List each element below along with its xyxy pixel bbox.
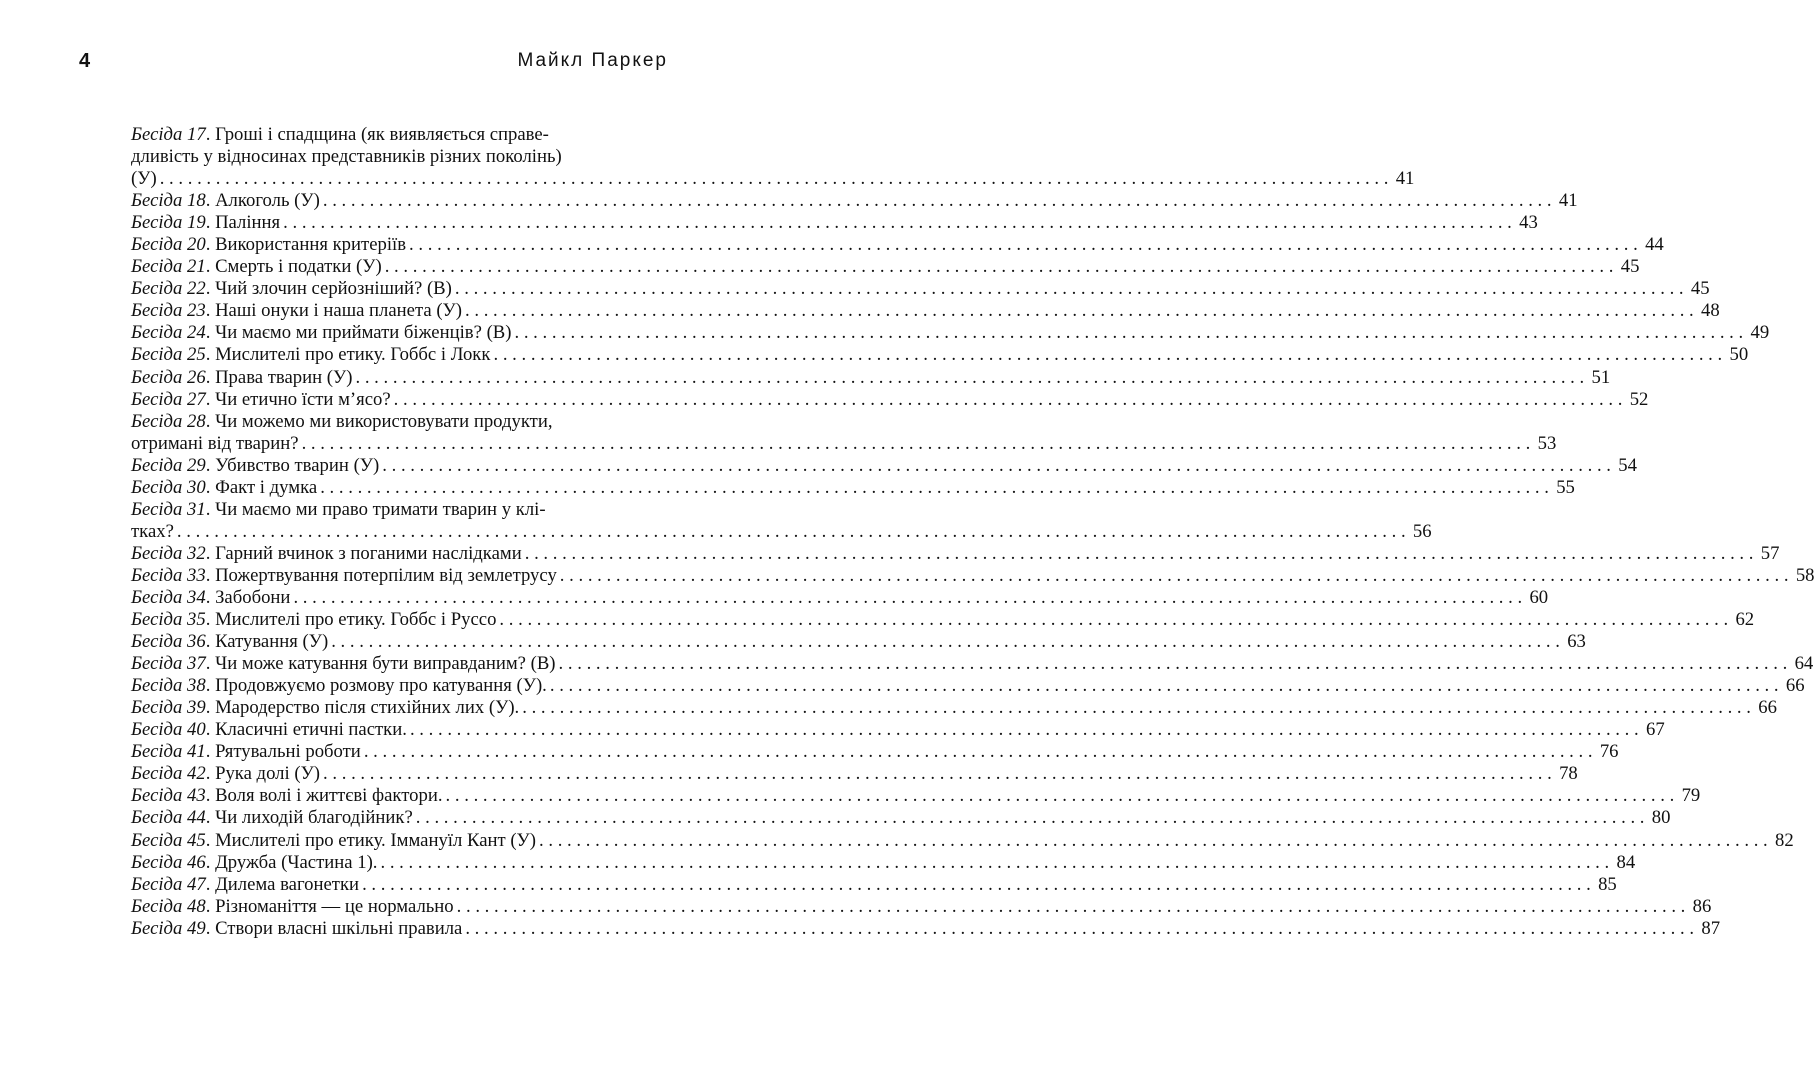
dot-leader [385,256,1614,278]
toc-entry-title: Чи маємо ми приймати біженців? (В) [215,322,512,344]
toc-entry [131,212,1538,234]
toc-line [131,807,1671,829]
toc-page-number: 52 [1629,388,1649,410]
toc-page-number: 51 [1591,366,1611,388]
toc-entry [131,895,1712,918]
dot-leader [525,543,1754,565]
toc-entry-text: Бесіда 30. Факт і думка [131,476,318,498]
toc-entry-label: Бесіда 24 [131,322,206,344]
toc-entry-text: Бесіда 26. Права тварин (У) [131,366,353,388]
toc-entry [131,829,1794,852]
dot-leader [446,785,1675,807]
toc-entry [131,741,1619,763]
toc-entry [131,366,1611,389]
toc-entry-title: Катування (У) [215,631,329,653]
toc-entry-title: Чи етично їсти м’ясо? [215,388,391,410]
toc-entry-label: Бесіда 33 [131,564,206,586]
toc-entry-label: Бесіда 44 [131,807,206,829]
toc-entry [131,234,1664,256]
toc-line [131,432,1557,455]
toc-line [131,388,1649,411]
table-of-contents [131,124,1815,940]
toc-entry-text: Бесіда 24. Чи маємо ми приймати біженців? (В) [131,322,512,344]
toc-page-number: 57 [1760,542,1780,564]
toc-entry-text: Бесіда 42. Рука долі (У) [131,763,321,785]
toc-entry-label: Бесіда 27 [131,388,206,410]
toc-line [131,763,1578,785]
dot-leader [364,741,1593,763]
toc-entry-text: Бесіда 40. Класичні етичні пастки. [131,719,407,741]
toc-entry-title: тках? [131,520,174,542]
toc-entry-label: Бесіда 20 [131,234,206,256]
toc-line [131,300,1720,322]
toc-line [131,653,1814,675]
toc-entry-label: Бесіда 34 [131,586,206,608]
toc-entry [131,476,1575,499]
toc-entry-label: Бесіда 39 [131,697,206,719]
toc-page-number: 85 [1598,873,1617,895]
dot-leader [416,807,1645,829]
toc-line [131,851,1636,874]
toc-entry-text: Бесіда 33. Пожертвування потерпілим від землетрусу [131,564,557,586]
toc-entry-title: Пожертвування потерпілим від землетрусу [215,564,557,586]
toc-entry-label: Бесіда 49 [131,917,206,939]
toc-line [131,741,1619,763]
toc-entry-text: Бесіда 25. Мислителі про етику. Гоббс і Локк [131,344,491,366]
toc-page-number: 86 [1692,895,1712,917]
toc-entry-title: (У) [131,168,157,190]
toc-page-number: 76 [1599,741,1619,763]
toc-page-number: 54 [1618,454,1637,476]
dot-leader [409,234,1638,256]
toc-entry-label: Бесіда 40 [131,719,206,741]
toc-entry-label: Бесіда 48 [131,895,206,917]
toc-page-number: 55 [1556,476,1575,498]
toc-entry-text [131,521,174,543]
toc-line [131,631,1586,653]
toc-entry-title: Паління [215,212,281,234]
toc-entry-label: Бесіда 43 [131,785,206,807]
toc-entry-text: Бесіда 20. Використання критеріїв [131,234,407,256]
toc-entry-title: дливість у відносинах представників різних поколінь) [131,146,562,168]
toc-page-number: 87 [1701,917,1721,939]
dot-leader [293,587,1522,609]
dot-leader [283,212,1512,234]
toc-line [131,895,1712,918]
toc-entry-text: Бесіда 23. Наші онуки і наша планета (У) [131,300,463,322]
toc-page-number: 53 [1537,432,1557,454]
toc-entry [131,190,1578,212]
toc-page-number: 60 [1529,586,1549,608]
toc-entry-title: Гарний вчинок з поганими наслідками [215,542,522,564]
dot-leader [380,852,1609,874]
toc-line [131,873,1617,896]
toc-page-number: 62 [1735,609,1755,631]
toc-entry-label: Бесіда 25 [131,344,206,366]
dot-leader [539,830,1768,852]
toc-entry-title: отримані від тварин? [131,432,299,454]
toc-entry-text: Бесіда 35. Мислителі про етику. Гоббс і Руссо [131,609,497,631]
toc-line [131,190,1578,212]
toc-entry-label: Бесіда 18 [131,190,206,212]
page-header [0,0,750,110]
dot-leader [382,455,1611,477]
dot-leader [355,367,1584,389]
toc-entry-title: Убивство тварин (У) [215,454,380,476]
dot-leader [522,697,1751,719]
toc-entry [131,719,1665,741]
toc-entry-title: Мародерство після стихійних лих (У). [215,697,520,719]
toc-entry-label: Бесіда 46 [131,851,206,873]
toc-entry-title: Чи можемо ми використовувати продукти, [215,410,553,432]
toc-line [131,168,1415,190]
toc-entry [131,256,1640,278]
toc-entry-text: Бесіда 38. Продовжуємо розмову про катування (У). [131,675,547,697]
toc-page-number: 64 [1794,653,1814,675]
toc-entry-title: Мислителі про етику. Гоббс і Руссо [215,609,497,631]
toc-entry-title: Дружба (Частина 1). [215,851,378,873]
toc-entry-title: Чий злочин серйозніший? (В) [215,278,452,300]
toc-entry [131,410,1557,455]
toc-page-number: 43 [1519,212,1538,234]
toc-entry [131,697,1777,719]
toc-entry-title: Рятувальні роботи [215,741,361,763]
toc-entry-title: Чи може катування бути виправданим? (В) [215,653,556,675]
toc-entry-label: Бесіда 42 [131,763,206,785]
toc-entry-label: Бесіда 45 [131,829,206,851]
toc-entry-label: Бесіда 41 [131,741,206,763]
toc-entry-label: Бесіда 19 [131,212,206,234]
toc-entry-title: Різноманіття — це нормально [215,895,454,917]
toc-entry [131,851,1636,874]
dot-leader [550,675,1779,697]
toc-entry-label: Бесіда 32 [131,542,206,564]
toc-line [131,256,1640,278]
toc-entry-text: Бесіда 32. Гарний вчинок з поганими наслідками [131,542,522,564]
page-number: 4 [79,50,91,72]
dot-leader [410,719,1639,741]
toc-line [131,697,1777,719]
toc-line [131,366,1611,389]
toc-entry-text: Бесіда 46. Дружба (Частина 1). [131,851,378,873]
toc-line [131,785,1701,807]
toc-page-number: 80 [1651,807,1671,829]
toc-page-number: 41 [1558,190,1578,212]
toc-entry [131,807,1671,829]
toc-entry-text: Бесіда 31. Чи маємо ми право тримати тварин у клі- [131,498,546,520]
toc-entry-title: Чи маємо ми право тримати тварин у клі- [215,498,546,520]
toc-page-number: 56 [1412,520,1432,542]
toc-line [131,917,1721,940]
toc-entry [131,388,1649,411]
toc-entry-title: Права тварин (У) [215,366,353,388]
toc-entry-title: Забобони [215,586,291,608]
toc-line [131,476,1575,499]
toc-entry-title: Мислителі про етику. Іммануїл Кант (У) [215,829,537,851]
toc-entry-title: Гроші і спадщина (як виявляється справе- [215,124,549,145]
toc-entry-text: Бесіда 41. Рятувальні роботи [131,741,361,763]
toc-entry [131,586,1549,609]
toc-line [131,829,1794,852]
toc-entry-label: Бесіда 22 [131,278,206,300]
toc-entry-text: Бесіда 44. Чи лиходій благодійник? [131,807,413,829]
dot-leader [394,389,1623,411]
toc-page-number: 48 [1701,300,1720,322]
toc-entry [131,763,1578,785]
toc-entry-text: Бесіда 48. Різноманіття — це нормально [131,895,454,917]
toc-entry [131,785,1701,807]
toc-line [131,278,1710,300]
toc-entry-title: Наші онуки і наша планета (У) [215,300,463,322]
toc-entry-text: Бесіда 19. Паління [131,212,281,234]
toc-page-number: 45 [1620,256,1640,278]
toc-page-number: 63 [1567,631,1586,653]
dot-leader [320,477,1549,499]
toc-entry-text: Бесіда 27. Чи етично їсти м’ясо? [131,388,391,410]
toc-line [131,454,1637,477]
toc-entry-text: Бесіда 34. Забобони [131,586,291,608]
toc-entry-label: Бесіда 30 [131,476,206,498]
toc-entry [131,300,1720,322]
dot-leader [465,918,1694,940]
toc-entry [131,873,1617,896]
toc-entry-text: Бесіда 22. Чий злочин серйозніший? (В) [131,278,452,300]
toc-entry-text: Бесіда 43. Воля волі і життєві фактори. [131,785,443,807]
toc-line [131,411,636,433]
toc-line [131,322,1770,344]
toc-page-number: 44 [1645,234,1664,256]
toc-entry-text [131,168,157,190]
dot-leader [323,763,1552,785]
dot-leader [560,565,1789,587]
toc-line [131,234,1664,256]
dot-leader [499,609,1728,631]
toc-entry-text: Бесіда 29. Убивство тварин (У) [131,454,380,476]
toc-entry [131,344,1749,366]
toc-entry [131,917,1721,940]
dot-leader [493,344,1722,366]
toc-line [131,344,1749,366]
toc-entry-text: Бесіда 18. Алкоголь (У) [131,190,320,212]
toc-entry-title: Алкоголь (У) [215,190,320,212]
toc-entry-label: Бесіда 29 [131,454,206,476]
toc-entry-label: Бесіда 23 [131,300,206,322]
dot-leader [331,631,1560,653]
toc-entry-title: Класичні етичні пастки. [215,719,407,741]
toc-entry-text [131,433,299,455]
toc-entry-label: Бесіда 37 [131,653,206,675]
toc-entry-text: Бесіда 37. Чи може катування бути виправданим? (В) [131,653,556,675]
toc-entry [131,564,1815,587]
toc-page-number: 66 [1785,675,1805,697]
toc-entry-label: Бесіда 31 [131,498,206,520]
toc-entry-text: Бесіда 28. Чи можемо ми використовувати продукти, [131,410,553,432]
toc-page-number: 67 [1645,719,1665,741]
toc-page-number: 66 [1758,697,1777,719]
toc-line [131,212,1538,234]
toc-page-number: 50 [1729,344,1749,366]
toc-entry-title: Чи лиходій благодійник? [215,807,413,829]
toc-entry [131,631,1586,653]
dot-leader [362,874,1591,896]
toc-entry-text: Бесіда 17. Гроші і спадщина (як виявляється справе- [131,124,549,145]
dot-leader [457,896,1686,918]
toc-entry-title: Рука долі (У) [215,763,321,785]
toc-page-number: 45 [1690,278,1710,300]
toc-entry [131,278,1710,300]
dot-leader [514,322,1743,344]
toc-entry-title: Факт і думка [215,476,318,498]
toc-line [131,542,1780,565]
toc-line [131,146,636,168]
toc-line [131,124,636,146]
toc-entry-title: Продовжуємо розмову про катування (У). [215,675,547,697]
toc-entry-title: Використання критеріїв [215,234,407,256]
toc-entry-title: Смерть і податки (У) [215,256,382,278]
toc-entry-title: Воля волі і життєві фактори. [215,785,443,807]
toc-entry-label: Бесіда 21 [131,256,206,278]
toc-entry-label: Бесіда 36 [131,631,206,653]
toc-entry-text: Бесіда 39. Мародерство після стихійних лих (У). [131,697,520,719]
toc-entry-label: Бесіда 47 [131,873,206,895]
toc-page-number: 84 [1616,851,1636,873]
toc-line [131,520,1432,543]
toc-line [131,675,1805,697]
toc-entry-label: Бесіда 26 [131,366,206,388]
dot-leader [559,653,1788,675]
running-head-author: Майкл Паркер [517,50,668,71]
toc-entry [131,675,1805,697]
dot-leader [177,521,1406,543]
toc-entry-text: Бесіда 47. Дилема вагонетки [131,873,360,895]
toc-entry-title: Створи власні шкільні правила [215,917,463,939]
toc-line [131,564,1815,587]
toc-entry-label: Бесіда 17 [131,124,206,145]
toc-entry-label: Бесіда 28 [131,410,206,432]
toc-page-number: 78 [1559,763,1578,785]
toc-entry-label: Бесіда 38 [131,675,206,697]
toc-entry-title: Дилема вагонетки [215,873,360,895]
toc-entry-text: Бесіда 45. Мислителі про етику. Іммануїл Кант (У) [131,829,537,851]
dot-leader [323,190,1552,212]
toc-page-number: 82 [1775,829,1794,851]
toc-line [131,609,1755,631]
toc-entry [131,124,1415,190]
dot-leader [160,168,1389,190]
toc-page-number: 79 [1681,785,1701,807]
dot-leader [302,433,1531,455]
toc-entry-text: Бесіда 49. Створи власні шкільні правила [131,917,463,939]
toc-entry [131,542,1780,565]
toc-entry-label: Бесіда 35 [131,609,206,631]
toc-entry-text [131,146,562,168]
toc-entry [131,454,1637,477]
toc-page-number: 41 [1395,168,1415,190]
toc-entry-text: Бесіда 36. Катування (У) [131,631,329,653]
toc-entry-text: Бесіда 21. Смерть і податки (У) [131,256,382,278]
toc-entry [131,609,1755,631]
toc-entry [131,322,1770,344]
toc-line [131,499,636,521]
toc-line [131,719,1665,741]
dot-leader [465,300,1694,322]
dot-leader [455,278,1684,300]
toc-entry-title: Мислителі про етику. Гоббс і Локк [215,344,491,366]
toc-page-number: 49 [1750,322,1770,344]
toc-page-number: 58 [1795,564,1815,586]
toc-line [131,586,1549,609]
toc-entry [131,653,1814,675]
toc-entry [131,498,1432,543]
